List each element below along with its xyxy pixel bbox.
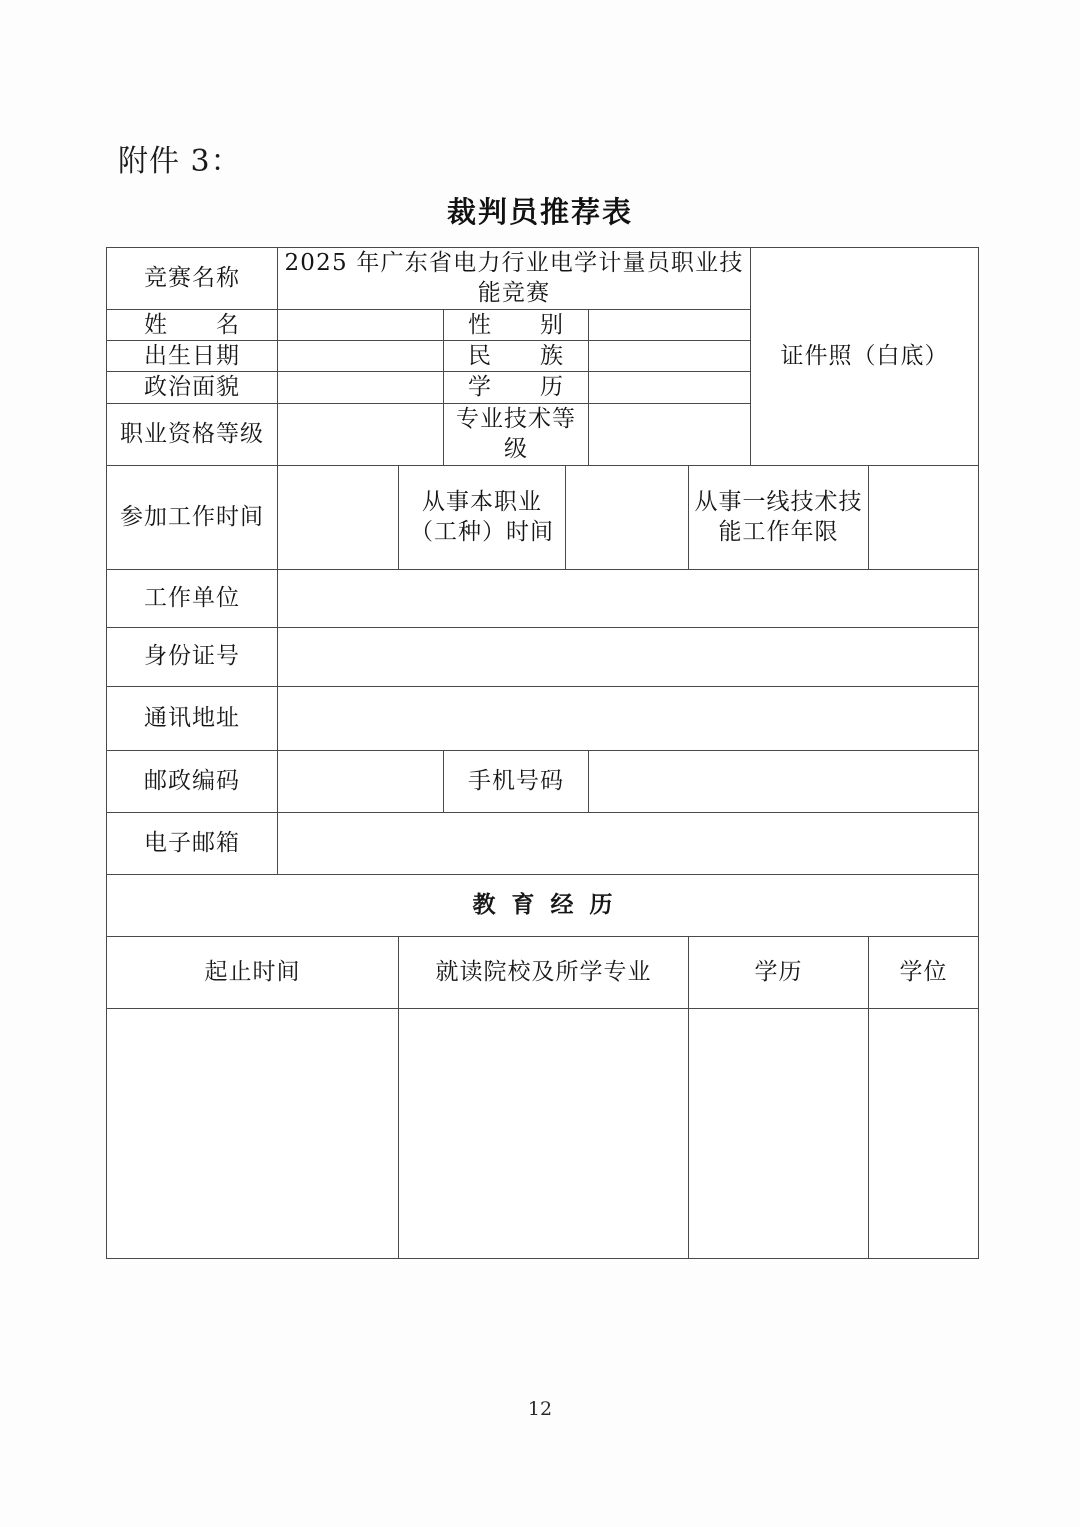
address-label: 通讯地址: [107, 686, 278, 750]
birth-date-field[interactable]: [278, 341, 444, 372]
technical-grade-field[interactable]: [589, 403, 751, 465]
work-start-field[interactable]: [278, 465, 399, 569]
page-title: 裁判员推荐表: [446, 195, 633, 229]
frontline-years-field[interactable]: [869, 465, 979, 569]
table-row-id-number: [107, 627, 979, 686]
education-entry-period[interactable]: [107, 1008, 399, 1258]
education-column-degree-level: 学历: [689, 936, 869, 1008]
id-photo-placeholder[interactable]: 证件照（白底）: [751, 248, 979, 466]
postcode-field[interactable]: [278, 750, 444, 812]
email-label: 电子邮箱: [107, 812, 278, 874]
education-entry-degree-level[interactable]: [689, 1008, 869, 1258]
employer-label: 工作单位: [107, 569, 278, 627]
phone-field[interactable]: [589, 750, 979, 812]
birth-date-label: 出生日期: [107, 341, 278, 372]
address-field[interactable]: [278, 686, 979, 750]
vocational-grade-label: 职业资格等级: [107, 403, 278, 465]
employer-field[interactable]: [278, 569, 979, 627]
table-row-contest-name: [107, 248, 979, 310]
table-row-employer: [107, 569, 979, 627]
table-row-education-section-title: [107, 874, 979, 936]
id-number-field[interactable]: [278, 627, 979, 686]
email-field[interactable]: [278, 812, 979, 874]
ethnicity-field[interactable]: [589, 341, 751, 372]
postcode-label: 邮政编码: [107, 750, 278, 812]
gender-field[interactable]: [589, 309, 751, 340]
page-number: 12: [527, 1398, 553, 1420]
political-status-field[interactable]: [278, 372, 444, 403]
ethnicity-label: 民 族: [444, 341, 589, 372]
political-status-label: 政治面貌: [107, 372, 278, 403]
attachment-label: 附件 3：: [118, 144, 242, 179]
education-column-school-major: 就读院校及所学专业: [399, 936, 689, 1008]
id-number-label: 身份证号: [107, 627, 278, 686]
contest-name-value[interactable]: 2025 年广东省电力行业电学计量员职业技能竞赛: [278, 248, 751, 310]
gender-label: 性 别: [444, 309, 589, 340]
education-level-label: 学 历: [444, 372, 589, 403]
table-row-education-headers: [107, 936, 979, 1008]
education-entry-school-major[interactable]: [399, 1008, 689, 1258]
technical-grade-label: 专业技术等级: [444, 403, 589, 465]
name-label: 姓 名: [107, 309, 278, 340]
table-row-postcode-phone: [107, 750, 979, 812]
phone-label: 手机号码: [444, 750, 589, 812]
education-column-period: 起止时间: [107, 936, 399, 1008]
education-entry-degree[interactable]: [869, 1008, 979, 1258]
profession-duration-label: 从事本职业（工种）时间: [399, 465, 566, 569]
table-row-email: [107, 812, 979, 874]
education-level-field[interactable]: [589, 372, 751, 403]
name-field[interactable]: [278, 309, 444, 340]
work-start-label: 参加工作时间: [107, 465, 278, 569]
table-row-address: [107, 686, 979, 750]
education-column-degree: 学位: [869, 936, 979, 1008]
vocational-grade-field[interactable]: [278, 403, 444, 465]
table-row-education-entry: [107, 1008, 979, 1258]
profession-duration-field[interactable]: [566, 465, 689, 569]
frontline-years-label: 从事一线技术技能工作年限: [689, 465, 869, 569]
table-row-work-experience: [107, 465, 979, 569]
recommendation-form-table: [106, 247, 979, 1259]
contest-name-label: 竞赛名称: [107, 248, 278, 310]
education-section-title: 教育经历: [107, 874, 979, 936]
